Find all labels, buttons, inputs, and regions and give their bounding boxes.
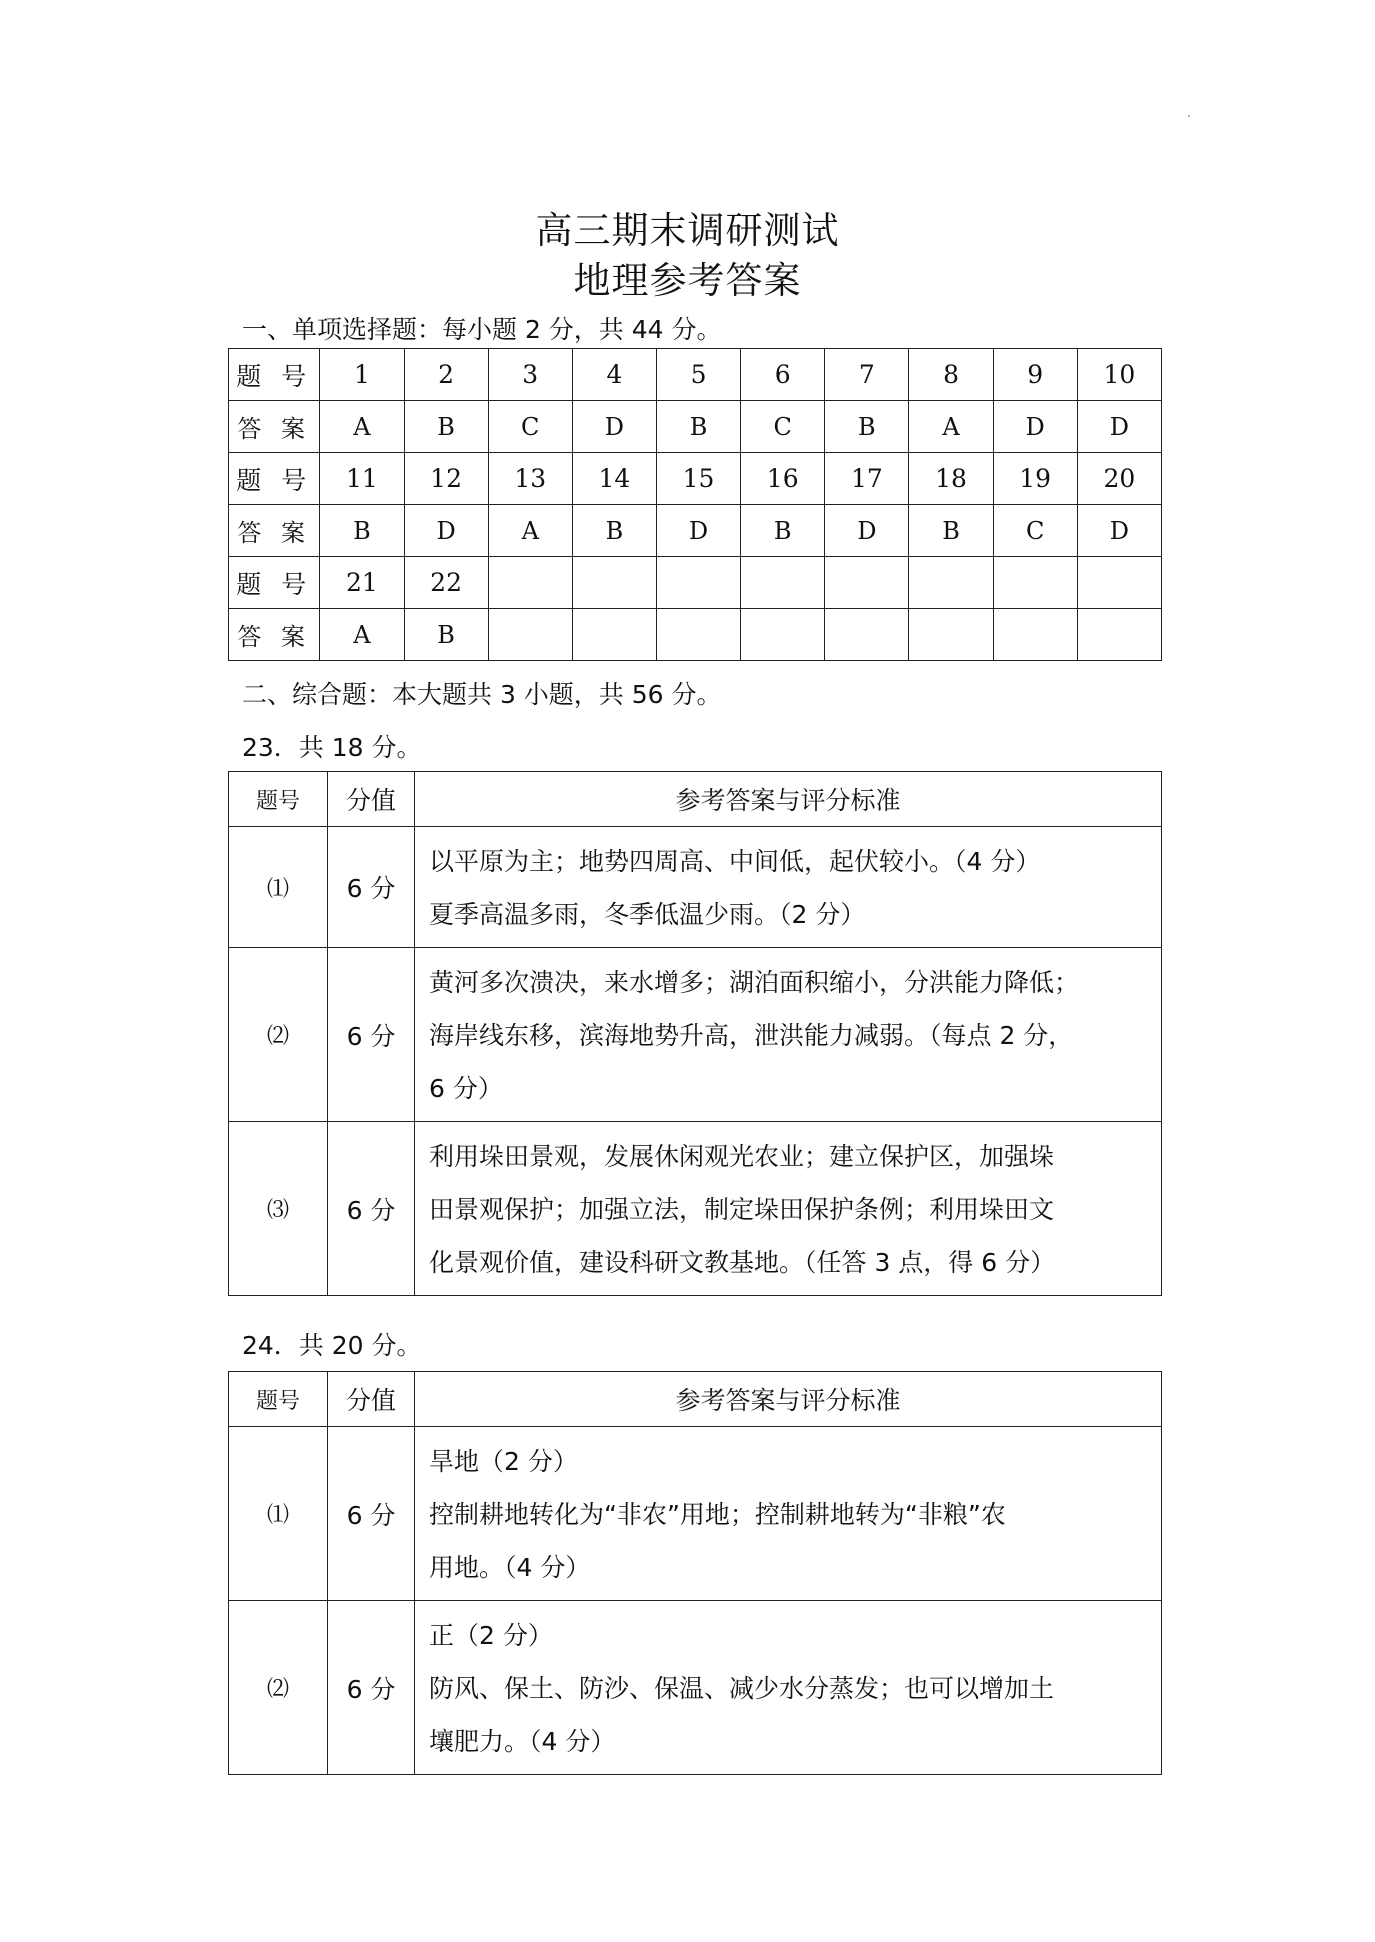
document-title: 高三期末调研测试 <box>535 209 840 252</box>
header-question-number: 题号 <box>229 1372 328 1427</box>
answer-cell: B <box>656 401 740 453</box>
answer-cell: A <box>320 609 404 661</box>
question-number-cell: 7 <box>825 349 909 401</box>
table-row <box>229 1122 1162 1296</box>
answer-cell: A <box>488 505 572 557</box>
table-header-row <box>229 1372 1162 1427</box>
score-value: 6 分 <box>328 827 415 948</box>
answer-label: 答 案 <box>229 401 320 453</box>
question-24-table <box>228 1371 1162 1775</box>
sub-question-number: ⑵ <box>229 948 328 1122</box>
question-number-label: 题 号 <box>229 349 320 401</box>
answer-row <box>229 401 1162 453</box>
answer-line: 夏季高温多雨，冬季低温少雨。（2 分） <box>429 900 866 929</box>
header-answer-criteria: 参考答案与评分标准 <box>415 1372 1162 1427</box>
question-number-cell: 18 <box>909 453 993 505</box>
answer-cell <box>656 609 740 661</box>
answer-cell: D <box>825 505 909 557</box>
question-number-row <box>229 349 1162 401</box>
answer-cell: B <box>741 505 825 557</box>
section-2-heading: 二、综合题：本大题共 3 小题，共 56 分。 <box>242 680 722 709</box>
answer-cell: C <box>488 401 572 453</box>
answer-criteria <box>415 1601 1162 1775</box>
score-value: 6 分 <box>328 948 415 1122</box>
question-number-cell: 6 <box>741 349 825 401</box>
answer-cell: A <box>320 401 404 453</box>
answer-line: 以平原为主；地势四周高、中间低，起伏较小。（4 分） <box>429 847 1041 876</box>
question-number-cell: 21 <box>320 557 404 609</box>
answer-criteria <box>415 1122 1162 1296</box>
answer-cell: B <box>825 401 909 453</box>
document-subtitle: 地理参考答案 <box>573 259 802 302</box>
question-number-cell <box>993 557 1077 609</box>
question-number-cell: 4 <box>572 349 656 401</box>
header-score: 分值 <box>328 772 415 827</box>
answer-cell: D <box>656 505 740 557</box>
question-number-cell: 15 <box>656 453 740 505</box>
question-number-cell: 11 <box>320 453 404 505</box>
question-number-cell: 3 <box>488 349 572 401</box>
scan-speck <box>1188 115 1190 117</box>
table-row <box>229 827 1162 948</box>
answer-cell <box>741 609 825 661</box>
answer-line: 壤肥力。（4 分） <box>429 1727 616 1756</box>
question-number-cell: 9 <box>993 349 1077 401</box>
question-number-cell: 13 <box>488 453 572 505</box>
answer-cell: D <box>572 401 656 453</box>
answer-line: 正（2 分） <box>429 1621 553 1650</box>
answer-line: 黄河多次溃决，来水增多；湖泊面积缩小，分洪能力降低； <box>429 968 1080 997</box>
answer-cell <box>488 609 572 661</box>
question-24-heading: 24．共 20 分。 <box>242 1331 422 1360</box>
question-number-cell <box>909 557 993 609</box>
answer-line: 田景观保护；加强立法，制定垛田保护条例；利用垛田文 <box>429 1195 1055 1224</box>
sub-question-number: ⑶ <box>229 1122 328 1296</box>
answer-line: 用地。（4 分） <box>429 1553 591 1582</box>
answer-row <box>229 505 1162 557</box>
question-23-heading: 23．共 18 分。 <box>242 733 422 762</box>
question-number-label: 题 号 <box>229 453 320 505</box>
table-row <box>229 1601 1162 1775</box>
answer-cell: A <box>909 401 993 453</box>
multiple-choice-answer-table <box>228 348 1162 661</box>
answer-cell: C <box>993 505 1077 557</box>
sub-question-number: ⑴ <box>229 1427 328 1601</box>
answer-line: 6 分） <box>429 1074 503 1103</box>
answer-cell: D <box>1077 505 1161 557</box>
answer-cell <box>572 609 656 661</box>
question-number-cell <box>572 557 656 609</box>
question-number-cell: 20 <box>1077 453 1161 505</box>
question-number-cell: 2 <box>404 349 488 401</box>
question-23-table <box>228 771 1162 1296</box>
question-number-row <box>229 557 1162 609</box>
question-number-cell: 17 <box>825 453 909 505</box>
question-number-cell: 22 <box>404 557 488 609</box>
answer-criteria <box>415 948 1162 1122</box>
table-row <box>229 1427 1162 1601</box>
answer-line: 海岸线东移，滨海地势升高，泄洪能力减弱。（每点 2 分， <box>429 1021 1074 1050</box>
score-value: 6 分 <box>328 1122 415 1296</box>
table-row <box>229 948 1162 1122</box>
answer-line: 旱地（2 分） <box>429 1447 578 1476</box>
question-number-cell: 8 <box>909 349 993 401</box>
answer-cell <box>909 609 993 661</box>
question-number-cell: 19 <box>993 453 1077 505</box>
answer-criteria <box>415 1427 1162 1601</box>
answer-criteria <box>415 827 1162 948</box>
header-question-number: 题号 <box>229 772 328 827</box>
answer-line: 利用垛田景观，发展休闲观光农业；建立保护区，加强垛 <box>429 1142 1055 1171</box>
answer-row <box>229 609 1162 661</box>
question-number-cell: 14 <box>572 453 656 505</box>
question-number-cell: 12 <box>404 453 488 505</box>
answer-cell <box>1077 609 1161 661</box>
answer-cell: B <box>404 401 488 453</box>
question-number-label: 题 号 <box>229 557 320 609</box>
answer-cell: B <box>572 505 656 557</box>
answer-label: 答 案 <box>229 505 320 557</box>
sub-question-number: ⑵ <box>229 1601 328 1775</box>
answer-cell: B <box>320 505 404 557</box>
answer-line: 化景观价值，建设科研文教基地。（任答 3 点，得 6 分） <box>429 1248 1056 1277</box>
answer-cell: C <box>741 401 825 453</box>
answer-line: 防风、保土、防沙、保温、减少水分蒸发；也可以增加土 <box>429 1674 1055 1703</box>
answer-cell: B <box>909 505 993 557</box>
question-number-cell: 5 <box>656 349 740 401</box>
question-number-cell: 1 <box>320 349 404 401</box>
table-header-row <box>229 772 1162 827</box>
answer-cell <box>825 609 909 661</box>
question-number-cell <box>825 557 909 609</box>
section-1-heading: 一、单项选择题：每小题 2 分，共 44 分。 <box>242 315 722 344</box>
question-number-cell <box>741 557 825 609</box>
question-number-cell <box>656 557 740 609</box>
answer-cell <box>993 609 1077 661</box>
header-score: 分值 <box>328 1372 415 1427</box>
answer-line: 控制耕地转化为“非农”用地；控制耕地转为“非粮”农 <box>429 1500 1006 1529</box>
header-answer-criteria: 参考答案与评分标准 <box>415 772 1162 827</box>
question-number-cell: 10 <box>1077 349 1161 401</box>
sub-question-number: ⑴ <box>229 827 328 948</box>
answer-cell: D <box>404 505 488 557</box>
question-number-cell <box>1077 557 1161 609</box>
question-number-cell <box>488 557 572 609</box>
score-value: 6 分 <box>328 1427 415 1601</box>
answer-cell: B <box>404 609 488 661</box>
score-value: 6 分 <box>328 1601 415 1775</box>
answer-cell: D <box>993 401 1077 453</box>
question-number-row <box>229 453 1162 505</box>
answer-label: 答 案 <box>229 609 320 661</box>
question-number-cell: 16 <box>741 453 825 505</box>
answer-cell: D <box>1077 401 1161 453</box>
